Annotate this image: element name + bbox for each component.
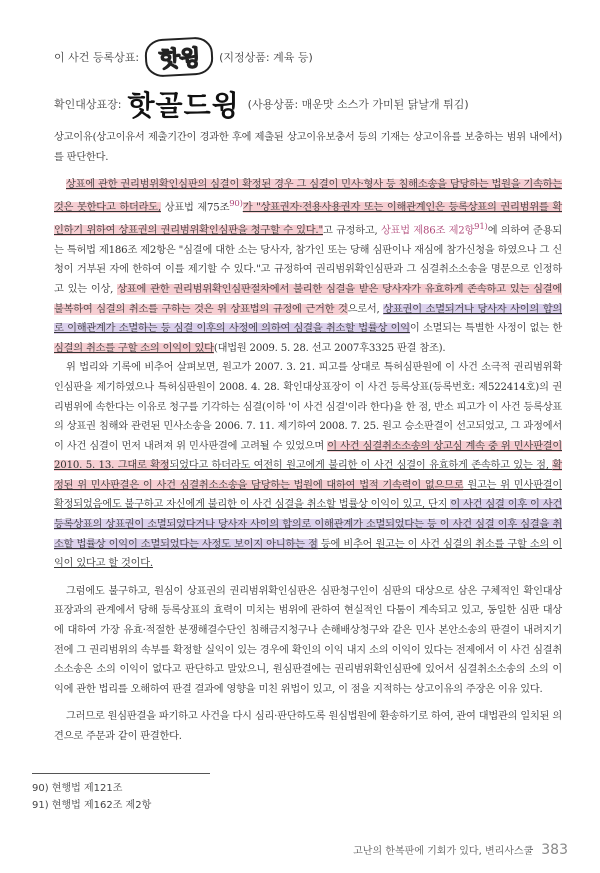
highlight: 상표에 관한 권리범위확인심판의 심결이 확정된 경우 그 심결이 민사·형사 등 침해소송을 담당하는 법원을 기속하는 것은 못한다고 하더라도, <box>54 179 562 214</box>
footnotes <box>32 780 151 814</box>
highlight: 가 "상표권자·전용사용권자 또는 이해관계인은 등록상표의 권리범위를 확인하기 위하여 상표권의 권리범위확인심판을 청구할 수 있다." <box>54 202 562 237</box>
paragraph-conclusion: 그러므로 원심판결을 파기하고 사건을 다시 심리·판단하도록 원심법원에 환송하기로 하여, 관여 대법관의 일치된 의견으로 주문과 같이 판결한다. <box>54 711 562 742</box>
highlight: 심결의 취소를 구할 소의 이익이 있다 <box>54 342 214 354</box>
confirm-mark-logo: 핫골드윙 <box>127 89 240 122</box>
footnote-91: 91) 현행법 제162조 제2항 <box>32 800 152 811</box>
paragraph-application: 위 법리와 기록에 비추어 살펴보면, 원고가 2007. 3. 21. 피고를 상대로 특허심판원에 이 사건 소극적 권리범위확인심판을 제기하였으나 특허심판원이 2008. 4. 28. 확인대상표장이 이 사건 등록상표(등록번호: 제522414호)의 권리범위에 속한다는 이유로 청구를 기각하는 심결(이하 '이 사건 심결'이라 한다)을 한 점, 반소 피고가 이 사건 등록상표의 상표권 침해와 관련된 민사소송을 2006. 7. 11. 제기하여 2008. 7. 25. 원고 승소판결이 선고되었고, 그 과정에서 이 사건 심결이 먼저 내려져 위 민사판결에 고려될 수 있었으며 이 사건 심결취소소송의 상고심 계속 중 위 민사판결이 2010. 5. 13. 그대로 확정되었다고 하더라도 여전히 원고에게 불리한 이 사건 심결이 유효하게 존속하고 있는 점, 확정된 위 민사판결은 이 사건 심결취소소송을 담당하는 법원에 대하여 법적 기속력이 없으므로 원고는 위 민사판결이 확정되었음에도 불구하고 자신에게 불리한 이 사건 심결을 취소할 법률상 이익이 있고, 단지 이 사건 심결 이후 이 사건 등록상표의 상표권이 소멸되었다거나 당사자 사이의 합의로 이해관계가 소멸되었다는 등 이 사건 심결 이후 심결을 취소할 법률상 이익이 소멸되었다는 사정도 보이지 아니하는 점 등에 비추어 원고는 이 사건 심결의 취소를 구할 소의 이익이 있다고 할 것이다. <box>54 362 562 570</box>
paragraph-legal-principle: 상표에 관한 권리범위확인심판의 심결이 확정된 경우 그 심결이 민사·형사 등 침해소송을 담당하는 법원을 기속하는 것은 못한다고 하더라도, 상표법 제75조$^{90)}$가 "상표권자·전용사용권자 또는 이해관계인은 등록상표의 권리범위를 확인하기 위하여 상표권의 권리범위확인심판을 청구할 수 있다."고 규정하고, 상표법 제86조 제2항$^{91)}$에 의하여 준용되는 특허법 제186조 제2항은 "심결에 대한 소는 당사자, 참가인 또는 당해 심판이나 재심에 참가신청을 하였으나 그 신청이 거부된 자에 한하여 이를 제기할 수 있다."고 규정하여 권리범위확인심판과 그 심결취소소송을 명문으로 인정하고 있는 이상, 상표에 관한 권리범위확인심판절차에서 불리한 심결을 받은 당사자가 유효하게 존속하고 있는 심결에 불복하여 심결의 취소를 구하는 것은 위 상표법의 규정에 근거한 것으로서, 상표권이 소멸되거나 당사자 사이의 합의로 이해관계가 소멸하는 등 심결 이후의 사정에 의하여 심결을 취소할 법률상 이익이 소멸되는 특별한 사정이 없는 한 심결의 취소를 구할 소의 이익이 있다(대법원 2009. 5. 28. 선고 2007후3325 판결 참조). <box>54 179 563 354</box>
highlight: 이 사건 심결 이후 이 사건 등록상표의 상표권이 소멸되었다거나 당사자 사이의 합의로 이해관계가 소멸되었다는 등 이 사건 심결 이후 심결을 취소할 법률상 이익이 소멸되었다는 사정도 보이지 아니하는 점 <box>54 499 562 550</box>
registered-mark-row <box>54 38 313 76</box>
paragraph-lower-court-error: 그럼에도 불구하고, 원심이 상표권의 권리범위확인심판은 심판청구인이 심판의 대상으로 삼은 구체적인 확인대상표장과의 관계에서 당해 등록상표의 효력이 미치는 범위에 관하여 현실적인 다툼이 계속되고 있고, 동일한 심판 대상에 대하여 가장 유효·적절한 분쟁해결수단인 침해금지청구나 손해배상청구와 같은 민사 본안소송의 판결이 내려지기 전에 그 권리범위의 속부를 확정할 실익이 있는 경우에 확인의 이익 내지 소의 이익이 있다는 전제에서 이 사건 심결취소소송은 소의 이익이 없다고 판단하고 말았으니, 원심판결에는 권리범위확인심판에 있어서 심결취소소송의 소의 이익에 관한 법리를 오해하여 판결 결과에 영향을 미친 위법이 있고, 이 점을 지적하는 상고이유의 주장은 이유 있다. <box>54 585 562 695</box>
footnote-divider <box>32 773 210 774</box>
highlight: 상표권이 소멸되거나 당사자 사이의 합의로 이해관계가 소멸하는 등 심결 이후의 사정에 의하여 심결을 취소할 법률상 이익 <box>54 303 562 335</box>
footer-title: 고난의 한복판에 기회가 있다, 변리사스쿨 <box>353 846 534 857</box>
judgment-body <box>54 128 562 747</box>
registered-mark-label: 이 사건 등록상표: <box>54 51 140 64</box>
confirm-mark-label: 확인대상표장: <box>54 98 122 111</box>
registered-mark-note: (지정상품: 계육 등) <box>219 51 313 64</box>
page-number: 383 <box>541 842 568 858</box>
highlight: 이 사건 심결취소소송의 상고심 계속 중 위 민사판결이 2010. 5. 13. 그대로 확정 <box>54 440 562 472</box>
registered-mark-logo: 핫윙 <box>144 36 214 78</box>
confirm-mark-note: (사용상품: 매운맛 소스가 가미된 닭날개 튀김) <box>247 98 469 111</box>
highlight: 상표법 제86조 제2항 <box>381 225 475 237</box>
confirm-mark-row <box>54 84 469 124</box>
page-footer <box>353 842 568 858</box>
highlight: 상표에 관한 권리범위확인심판절차에서 불리한 심결을 받은 당사자가 유효하게 존속하고 있는 심결에 불복하여 심결의 취소를 구하는 것은 위 상표법의 규정에 근거한 것 <box>54 283 563 315</box>
footnote-ref: 91) <box>474 221 488 232</box>
footnote-90: 90) 현행법 제121조 <box>32 783 123 794</box>
highlight: 확정된 위 민사판결은 이 사건 심결취소소송을 담당하는 법원에 대하여 법적 기속력이 없으므로 <box>54 460 562 491</box>
intro-paragraph: 상고이유(상고이유서 제출기간이 경과한 후에 제출된 상고이유보충서 등의 기재는 상고이유를 보충하는 범위 내에서)를 판단한다. <box>54 132 562 163</box>
footnote-ref: 90) <box>229 198 243 209</box>
